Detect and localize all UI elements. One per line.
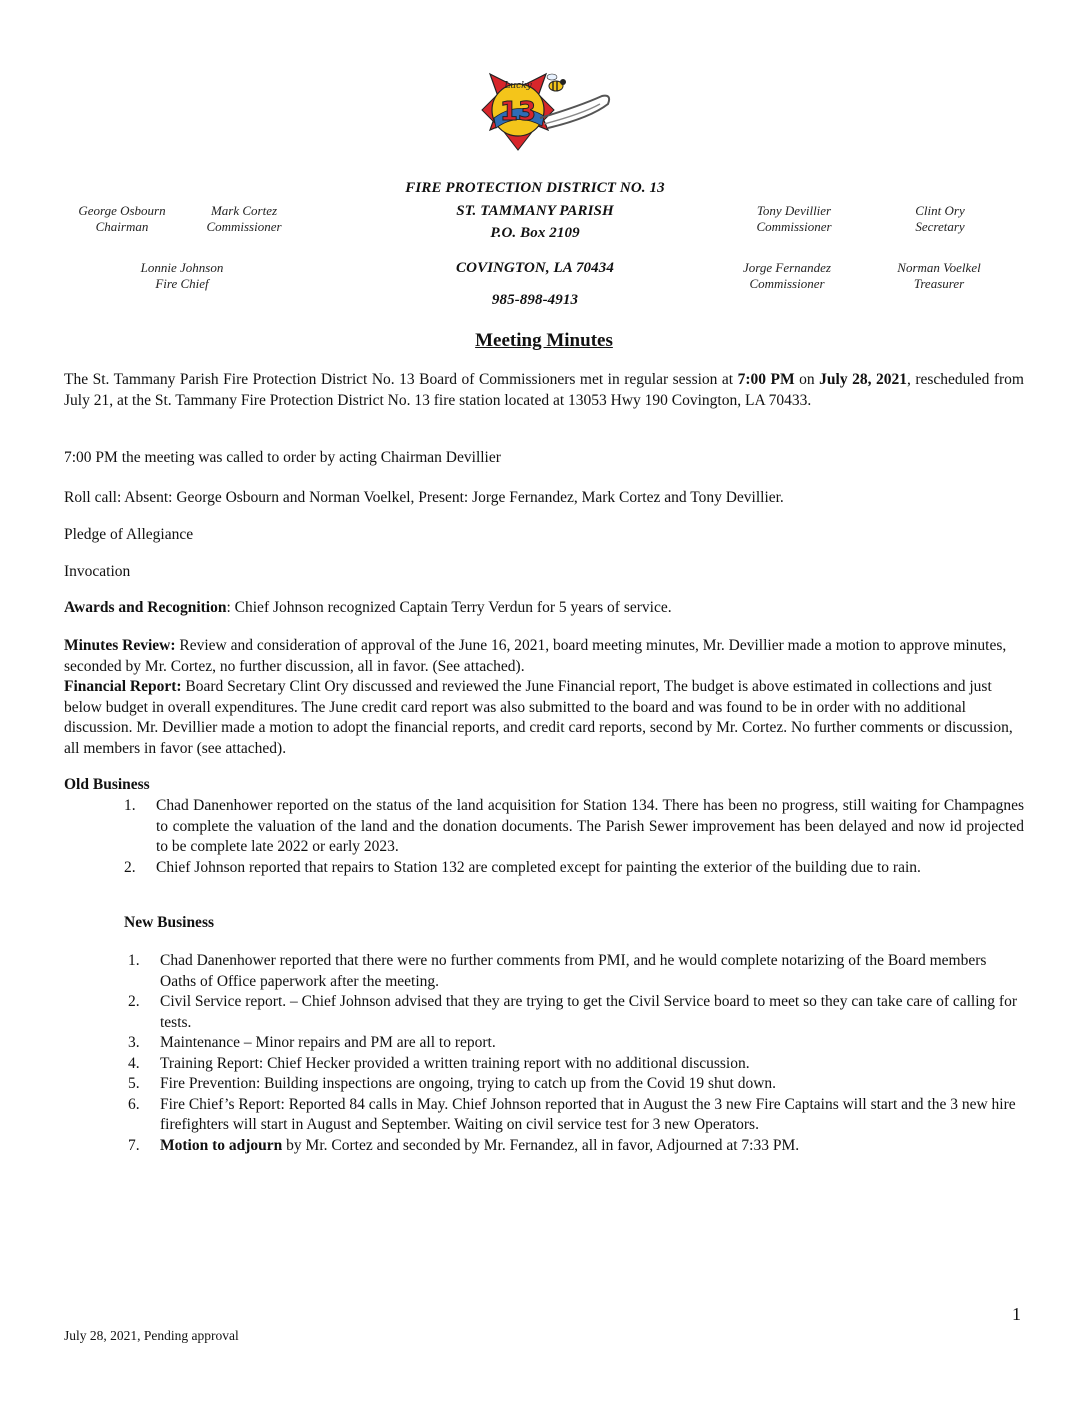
official-commissioner-devillier: Tony Devillier Commissioner — [756, 203, 832, 234]
new-business-heading: New Business — [124, 914, 215, 931]
old-business-list — [124, 796, 1024, 878]
invocation: Invocation — [64, 563, 131, 580]
financial-report: Financial Report: Board Secretary Clint Ory discussed and reviewed the June Financial report, The budget is above estimated in collections and just below budget in overall expenditures. The June credit card report was also submitted to the board and was found to be in order with no additional discussion. Mr. Devillier made a motion to adopt the financial reports, and credit card reports, second by Mr. Cortez. No further comments or discussion, all members in favor (see attached). — [64, 678, 1013, 757]
new-business-list — [128, 951, 1024, 1156]
city-address: COVINGTON, LA 70434 — [456, 260, 614, 276]
svg-text:13: 13 — [499, 97, 537, 127]
official-commissioner-fernandez: Jorge Fernandez Commissioner — [743, 260, 831, 291]
list-item: 1. Chad Danenhower reported on the status of the land acquisition for Station 134. There has been no progress, still waiting for Champagnes to complete the valuation of the land and the donation documents. The Parish Sewer improvement has been delayed and now id projected to be complete late 2022 or early 2023. — [124, 797, 1024, 855]
bee-mascot — [547, 74, 566, 91]
minutes-review: Minutes Review: Review and consideration of approval of the June 16, 2021, board meeting minutes, Mr. Devillier made a motion to approve minutes, seconded by Mr. Cortez, no further discussion, all in favor. (See attached). — [64, 637, 1007, 675]
list-item: 7. Motion to adjourn by Mr. Cortez and seconded by Mr. Fernandez, all in favor, Adjourned at 7:33 PM. — [128, 1136, 800, 1154]
list-item: 2. Chief Johnson reported that repairs to Station 132 are completed except for painting the exterior of the building due to rain. — [124, 858, 921, 876]
official-commissioner-cortez: Mark Cortez Commissioner — [206, 203, 282, 234]
official-fire-chief: Lonnie Johnson Fire Chief — [140, 260, 224, 291]
intro-paragraph: The St. Tammany Parish Fire Protection District No. 13 Board of Commissioners met in regular session at 7:00 PM on July 28, 2021, rescheduled from July 21, at the St. Tammany Fire Protection District No. 13 fire station located at 13053 Hwy 190 Covington, LA 70433. — [64, 371, 1024, 409]
official-secretary: Clint Ory Secretary — [915, 203, 965, 234]
district-logo — [470, 66, 616, 158]
parish-name: ST. TAMMANY PARISH — [456, 203, 614, 219]
official-treasurer: Norman Voelkel Treasurer — [897, 260, 981, 291]
list-item: 2. Civil Service report. – Chief Johnson advised that they are trying to get the Civil Service board to meet so they can take care of calling for tests. — [128, 993, 1017, 1031]
phone-number: 985-898-4913 — [491, 292, 579, 308]
awards-recognition: Awards and Recognition: Chief Johnson recognized Captain Terry Verdun for 5 years of service. — [64, 599, 672, 616]
old-business-heading: Old Business — [64, 776, 150, 793]
list-item: 4. Training Report: Chief Hecker provided a written training report with no additional discussion. — [128, 1054, 750, 1072]
pledge: Pledge of Allegiance — [64, 526, 194, 543]
call-to-order: 7:00 PM the meeting was called to order by acting Chairman Devillier — [64, 449, 501, 466]
list-item: 1. Chad Danenhower reported that there were no further comments from PMI, and he would complete notarizing of the Board members Oaths of Office paperwork after the meeting. — [128, 952, 987, 990]
svg-text:Lucky: Lucky — [504, 81, 532, 91]
list-item: 6. Fire Chief’s Report: Reported 84 calls in May. Chief Johnson reported that in August the 3 new Fire Captains will start and the 3 new hire firefighters will start in August and September. Waiting on civil service test for 3 new Operators. — [128, 1095, 1016, 1133]
maltese-cross-emblem — [482, 74, 554, 150]
roll-call: Roll call: Absent: George Osbourn and Norman Voelkel, Present: Jorge Fernandez, Mark Cortez and Tony Devillier. — [64, 489, 784, 506]
official-chairman: George Osbourn Chairman — [78, 203, 166, 234]
po-box: P.O. Box 2109 — [490, 225, 580, 241]
district-name: FIRE PROTECTION DISTRICT NO. 13 — [405, 180, 665, 196]
page-number: 1 — [1012, 1304, 1021, 1324]
footer-date: July 28, 2021, Pending approval — [64, 1328, 239, 1343]
page-title: Meeting Minutes — [475, 330, 613, 351]
list-item: 3. Maintenance – Minor repairs and PM are all to report. — [128, 1034, 496, 1051]
list-item: 5. Fire Prevention: Building inspections are ongoing, trying to catch up from the Covid 19 shut down. — [128, 1075, 777, 1092]
